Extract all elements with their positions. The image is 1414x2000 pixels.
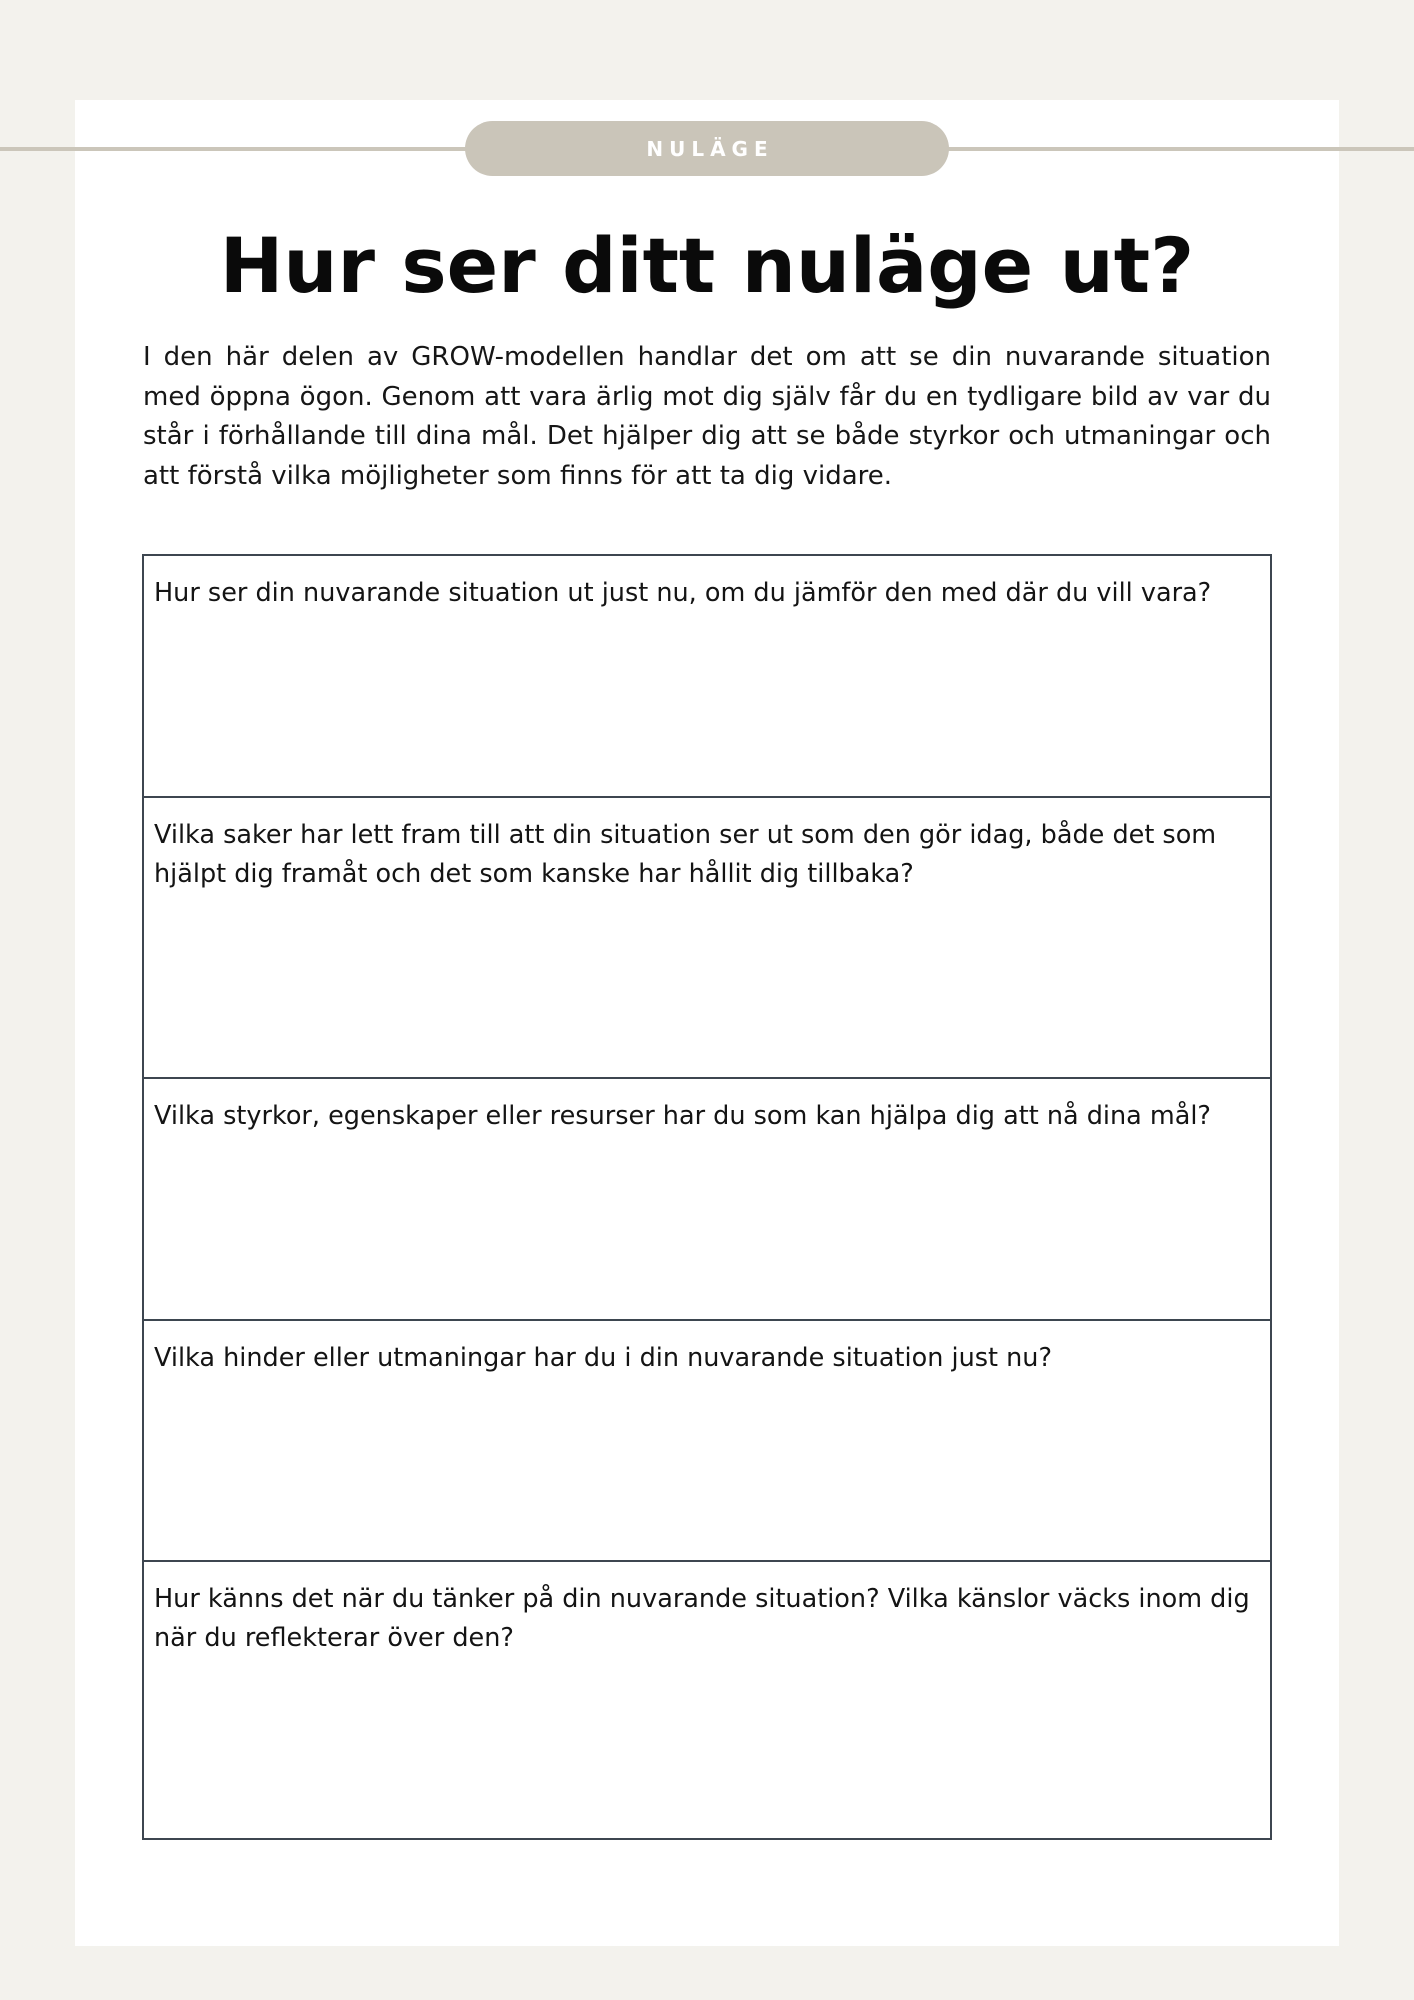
question-table <box>142 554 1272 1840</box>
section-badge-label: NULÄGE <box>646 136 774 161</box>
question-row[interactable] <box>144 1077 1270 1319</box>
section-badge <box>465 121 949 176</box>
question-text: Hur ser din nuvarande situation ut just nu, om du jämför den med där du vill vara? <box>154 578 1212 608</box>
intro-paragraph: I den här delen av GROW-modellen handlar det om att se din nuvarande situation med öppna ögon. Genom att vara ärlig mot dig själv får du en tydligare bild av var du står i förhållande till dina mål. Det hjälper dig att se både styrkor och utmaningar och att förstå vilka möjligheter som finns för att ta dig vidare. <box>143 342 1271 491</box>
question-text: Hur känns det när du tänker på din nuvarande situation? Vilka känslor väcks inom dig när du reflekterar över den? <box>154 1584 1250 1653</box>
question-row[interactable] <box>144 556 1270 796</box>
page-title: Hur ser ditt nuläge ut? <box>219 221 1195 310</box>
question-text: Vilka styrkor, egenskaper eller resurser har du som kan hjälpa dig att nå dina mål? <box>154 1101 1211 1131</box>
question-text: Vilka saker har lett fram till att din situation ser ut som den gör idag, både det som hjälpt dig framåt och det som kanske har hållit dig tillbaka? <box>154 820 1217 889</box>
question-row[interactable] <box>144 1319 1270 1560</box>
question-row[interactable] <box>144 796 1270 1077</box>
question-row[interactable] <box>144 1560 1270 1838</box>
question-text: Vilka hinder eller utmaningar har du i din nuvarande situation just nu? <box>154 1343 1053 1373</box>
